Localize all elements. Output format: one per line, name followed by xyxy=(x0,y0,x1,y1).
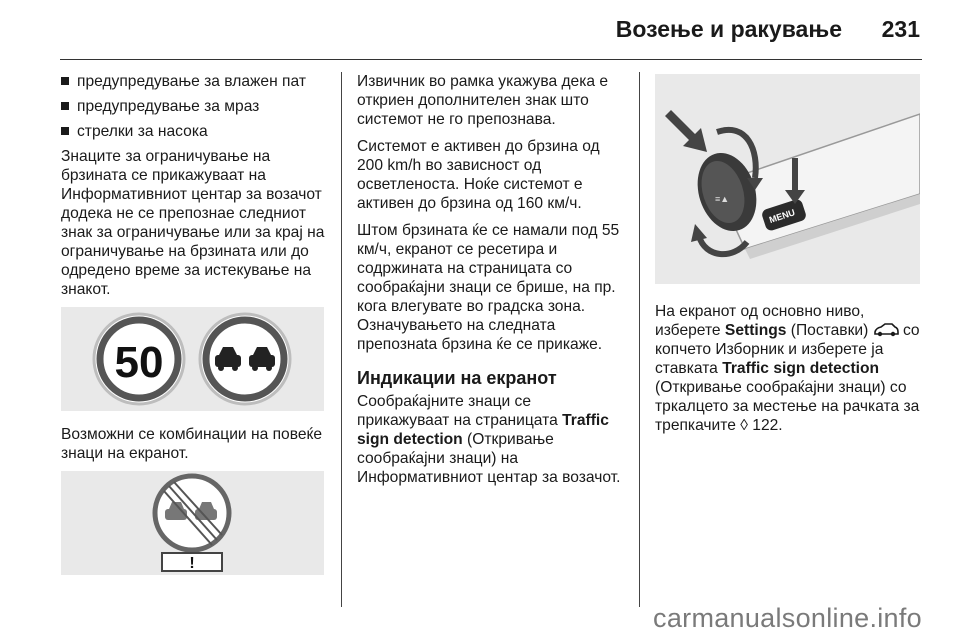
speed-signs-illustration xyxy=(61,307,324,411)
watermark-text: carmanualsonline.info xyxy=(653,603,922,633)
speed-limit-value: 50 xyxy=(114,338,164,387)
page-header xyxy=(0,0,960,58)
figure-speed-signs xyxy=(61,307,324,411)
bullet-item: стрелки за насока xyxy=(61,122,326,141)
column-right xyxy=(655,72,923,443)
page-reference: 122. xyxy=(747,417,783,434)
end-no-overtaking-illustration xyxy=(61,471,324,575)
bullet-list xyxy=(61,72,326,141)
paragraph: Возможни се комбинации на повеќе знаци на екранот. xyxy=(61,426,322,462)
page-reference-icon: ◊ xyxy=(740,417,748,434)
column-middle xyxy=(357,72,627,495)
menu-button-label: MENU xyxy=(767,207,797,225)
svg-text:≡▲: ≡▲ xyxy=(715,194,730,204)
car-settings-icon xyxy=(873,323,899,337)
figure-combined-signs xyxy=(61,471,324,575)
turn-signal-lever-illustration xyxy=(655,74,920,284)
paragraph: Знаците за ограничување на брзината се прикажуваат на Информативниот центар за возачот додека не се препознае следниот знак за ограничување или за крај на ограничување на брзината или до одредено време за истекување на знакот. xyxy=(61,148,325,298)
paragraph: Системот е активен до брзина од 200 km/h во зависност од осветленоста. Ноќе системот е активен до брзина од 160 км/ч. xyxy=(357,138,600,212)
paragraph: Штом брзината ќе се намали под 55 км/ч, екранот се ресетира и содржината на страницата со сообраќајни знаци се брише, на пр. кога влегувате во градска зона. Означувањето на следната препознаta брзина ќе се прикаже. xyxy=(357,222,620,353)
figure-turn-signal-stalk xyxy=(655,74,920,284)
column-divider-1 xyxy=(341,72,342,607)
exclamation-mark: ! xyxy=(189,555,195,572)
paragraph: Сообраќајните знаци се прикажуваат на страницата Traffic sign detection (Откривање сообраќајни знаци) на Информативниот центар за возачот. xyxy=(357,393,621,486)
page-title: Возење и ракување xyxy=(615,16,842,42)
menu-item-name: Traffic sign detection xyxy=(722,360,880,377)
section-heading: Индикации на екранот xyxy=(357,368,557,388)
settings-menu-name: Settings xyxy=(724,322,787,339)
end-of-no-overtaking-sign xyxy=(155,476,229,550)
header-rule xyxy=(60,59,922,60)
no-overtaking-sign xyxy=(200,314,290,404)
menu-item-name: Traffic sign detection xyxy=(357,412,609,448)
paragraph: На екранот од основно ниво, изберете Settings (Поставки) со копчето Изборник и изберете ја ставката Traffic sign detection (Откривање сообраќајни знаци) со тркалцето за местење на рачката за трепкачите ◊ 122. xyxy=(655,303,920,434)
column-left xyxy=(61,72,326,589)
page-number: 231 xyxy=(881,16,920,42)
column-divider-2 xyxy=(639,72,640,607)
pointer-arrow-icon xyxy=(665,110,707,152)
paragraph: Извичник во рамка укажува дека е откриен дополнителен знак што системот не го препознава. xyxy=(357,73,609,128)
speed-limit-sign xyxy=(94,314,184,404)
bullet-item: предупредување за мраз xyxy=(61,97,326,116)
bullet-item: предупредување за влажен пат xyxy=(61,72,326,91)
